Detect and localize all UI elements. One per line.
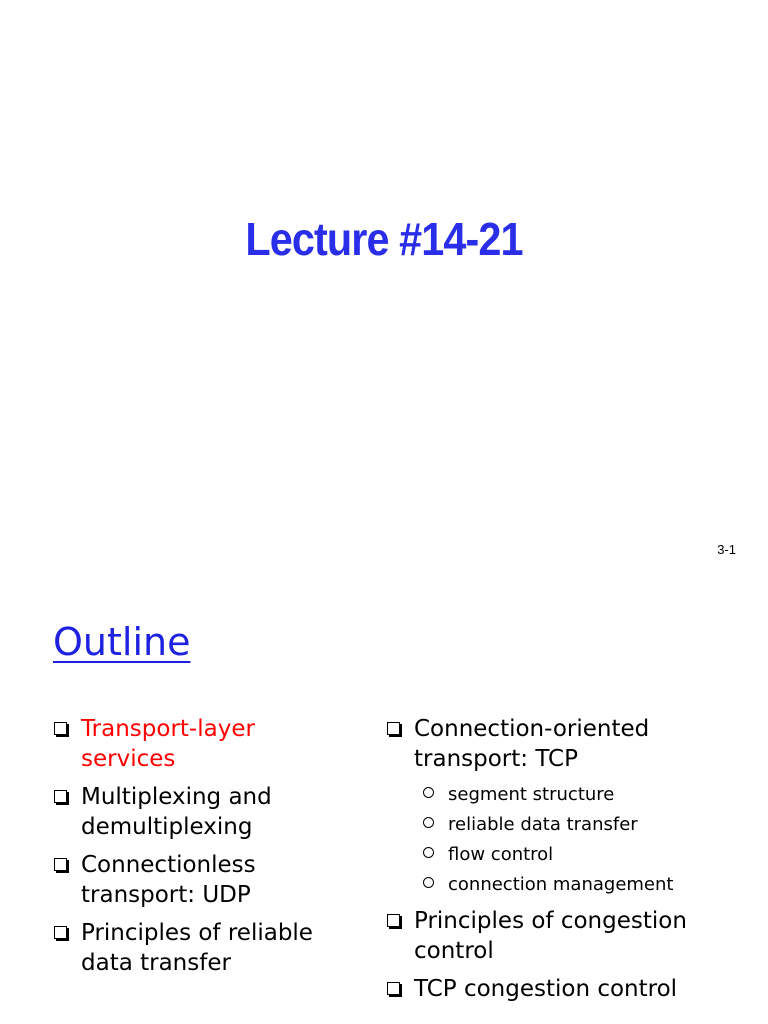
tcp-subitems <box>419 780 725 900</box>
bullet-congestion-principles: Principles of congestion control <box>385 906 725 966</box>
bullet-reliable-data-transfer: Principles of reliable data transfer <box>52 918 352 978</box>
square-bullet-icon <box>387 722 400 735</box>
right-column <box>385 714 725 1012</box>
square-bullet-icon <box>387 982 400 995</box>
bullet-connectionless-udp: Connectionless transport: UDP <box>52 850 352 910</box>
circle-bullet-icon <box>423 817 434 828</box>
square-bullet-icon <box>54 722 67 735</box>
subitem-connection-management: connection management <box>419 870 725 900</box>
left-column <box>52 714 352 986</box>
slide-2 <box>0 576 768 1024</box>
square-bullet-icon <box>54 790 67 803</box>
square-bullet-icon <box>387 914 400 927</box>
bullet-multiplexing: Multiplexing and demultiplexing <box>52 782 352 842</box>
square-bullet-icon <box>54 858 67 871</box>
outline-title: Outline <box>53 620 191 664</box>
lecture-title: Lecture #14-21 <box>245 213 523 265</box>
subitem-segment-structure: segment structure <box>419 780 725 810</box>
square-bullet-icon <box>54 926 67 939</box>
circle-bullet-icon <box>423 847 434 858</box>
circle-bullet-icon <box>423 787 434 798</box>
page-number: 3-1 <box>717 542 736 557</box>
subitem-reliable-data-transfer: reliable data transfer <box>419 810 725 840</box>
subitem-flow-control: flow control <box>419 840 725 870</box>
bullet-connection-oriented-tcp: Connection-oriented transport: TCP <box>385 714 725 774</box>
circle-bullet-icon <box>423 877 434 888</box>
bullet-transport-layer-services: Transport-layer services <box>52 714 352 774</box>
bullet-tcp-congestion-control: TCP congestion control <box>385 974 725 1004</box>
